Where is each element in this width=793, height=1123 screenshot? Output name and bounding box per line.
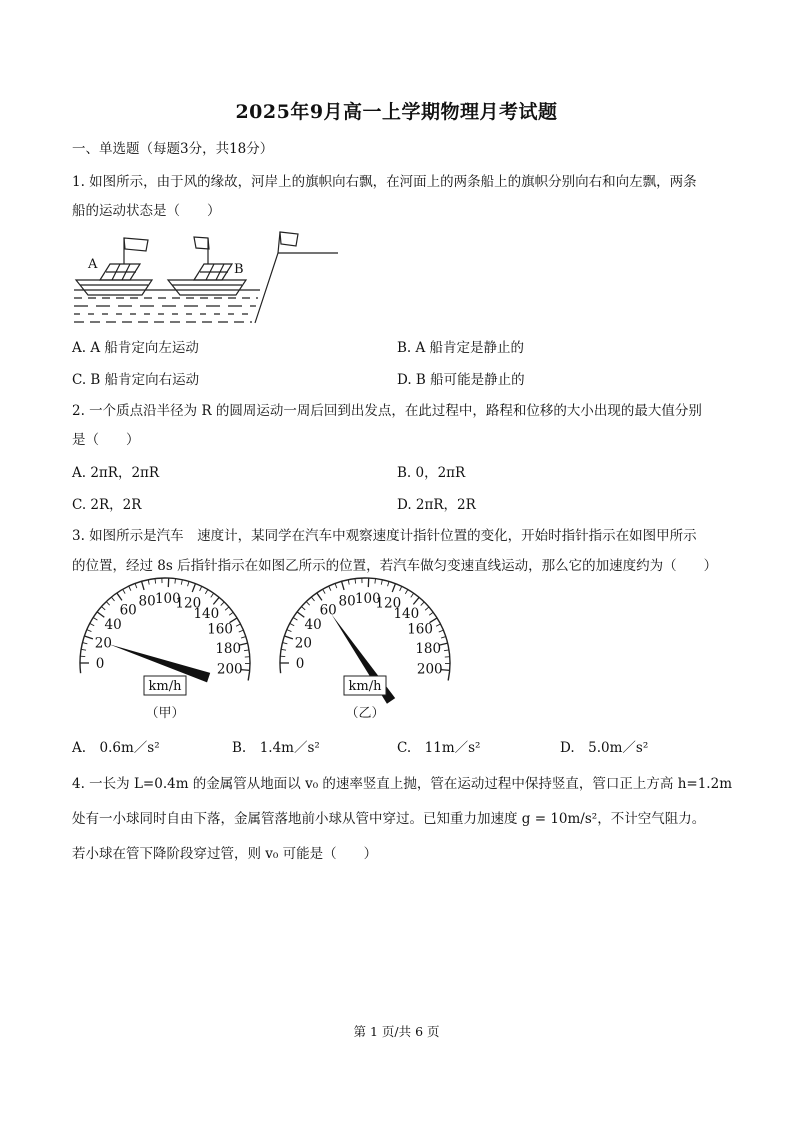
q1-text-line1: 1. 如图所示，由于风的缘故，河岸上的旗帜向右飘，在河面上的两条船上的旗帜分别向右和向左飘，两条 <box>72 174 697 190</box>
gauge-jia-tick-mark <box>236 624 240 626</box>
gauge-jia-tick-label: 180 <box>215 640 242 657</box>
speedometer-jia <box>70 575 260 725</box>
gauge-jia-tick-mark <box>229 612 233 615</box>
q3-option-a: A. 0.6m／s² <box>72 740 160 756</box>
speedometer-yi <box>270 575 460 725</box>
gauge-yi-tick-mark <box>429 612 433 615</box>
gauge-jia-tick-label: 160 <box>207 621 234 638</box>
gauge-yi-tick-label: 80 <box>338 593 356 610</box>
gauge-yi-tick-mark <box>329 586 331 591</box>
gauge-yi-tick-mark <box>323 589 325 593</box>
gauge-yi-tick-mark <box>444 650 449 651</box>
gauge-jia-tick-mark <box>129 586 131 591</box>
boat-a-label: A <box>88 257 98 272</box>
shore-flag-icon <box>280 232 298 246</box>
gauge-jia-tick-label: 100 <box>154 591 181 608</box>
gauge-jia-tick-mark <box>188 581 189 586</box>
gauge-jia-tick-label: 200 <box>216 661 243 678</box>
gauge-yi-tick-mark <box>306 602 309 606</box>
boat-b-label: B <box>234 262 244 277</box>
gauge-yi-tick-mark <box>297 612 304 617</box>
gauge-yi-tick-mark <box>311 597 314 601</box>
gauge-jia-tick-mark <box>241 637 246 639</box>
q1-text-line2: 船的运动状态是（ ） <box>72 203 221 219</box>
gauge-yi-tick-label: 0 <box>295 656 305 672</box>
gauge-jia-tick-mark <box>181 580 182 585</box>
gauge-jia-tick-label: 120 <box>175 595 202 612</box>
gauge-yi-tick-mark <box>421 602 424 606</box>
page-title: 2025年9月高一上学期物理月考试题 <box>235 101 558 123</box>
gauge-yi-tick-mark <box>342 581 344 590</box>
gauge-yi-tick-mark <box>281 649 286 650</box>
q3-option-d: D. 5.0m／s² <box>560 740 649 756</box>
gauge-yi-tick-mark <box>388 581 389 586</box>
gauge-jia-tick-mark <box>200 586 202 591</box>
q1-option-a: A. A 船肯定向左运动 <box>72 340 199 356</box>
gauge-yi-tick-mark <box>290 623 294 625</box>
gauge-jia-tick-mark <box>82 643 87 644</box>
q1-boats-figure <box>70 228 345 328</box>
gauge-yi-tick-mark <box>348 580 349 585</box>
gauge-yi-tick-mark <box>436 624 440 626</box>
q1-option-c: C. B 船肯定向右运动 <box>72 372 200 388</box>
section-heading: 一、单选题（每题3分，共18分） <box>72 141 274 157</box>
gauge-yi-tick-label: 200 <box>416 661 443 678</box>
gauge-yi-tick-mark <box>392 584 395 592</box>
gauge-jia-tick-mark <box>90 623 94 625</box>
gauge-jia-tick-mark <box>117 593 122 600</box>
gauge-yi-tick-mark <box>405 590 408 594</box>
gauge-yi-tick-mark <box>301 607 305 610</box>
gauge-yi-tick-label: 40 <box>304 616 322 633</box>
gauge-jia-tick-label: 0 <box>95 656 105 672</box>
gauge-jia-tick-label: 80 <box>138 593 156 610</box>
gauge-jia-tick-label: 40 <box>104 616 122 633</box>
gauge-jia-tick-mark <box>175 579 176 584</box>
q1-option-d: D. B 船可能是静止的 <box>397 372 525 388</box>
q3-text-line2: 的位置，经过 8s 后指针指示在如图乙所示的位置，若汽车做匀变速直线运动，那么它的加速度约为（ ） <box>72 558 718 574</box>
gauge-yi-tick-mark <box>293 617 297 620</box>
gauge-yi-tick-mark <box>381 580 382 585</box>
gauge-jia-tick-mark <box>101 607 105 610</box>
river-bank <box>255 253 338 323</box>
boat-b-flag-icon <box>194 237 209 249</box>
gauge-jia-tick-label: 20 <box>94 635 112 652</box>
gauge-jia-tick-mark <box>205 590 208 594</box>
q3-option-b: B. 1.4m／s² <box>232 740 320 756</box>
gauge-jia-tick-mark <box>106 602 109 606</box>
gauge-yi-tick-mark <box>439 630 444 632</box>
gauge-yi-tick-label: 60 <box>319 602 337 619</box>
gauge-yi-tick-mark <box>335 583 337 588</box>
gauge-jia-tick-mark <box>213 597 219 604</box>
gauge-jia-tick-mark <box>142 581 144 590</box>
gauge-jia-tick-mark <box>111 597 114 601</box>
gauge-yi-tick-label: 140 <box>393 605 420 622</box>
boat-a-flag-icon <box>124 238 148 251</box>
gauge-jia-tick-mark <box>239 630 244 632</box>
gauge-yi-tick-mark <box>441 637 446 639</box>
page-footer: 第 1 页/共 6 页 <box>353 1024 440 1039</box>
gauge-jia-tick-mark <box>148 580 149 585</box>
q2-option-b: B. 0，2πR <box>397 465 466 481</box>
q2-option-a: A. 2πR，2πR <box>72 465 160 481</box>
gauge-jia-unit-label: km/h <box>148 679 182 694</box>
gauge-jia-caption: （甲） <box>145 706 185 721</box>
q3-option-c: C. 11m／s² <box>397 740 481 756</box>
gauge-jia-tick-mark <box>244 650 249 651</box>
gauge-yi-tick-mark <box>425 607 429 610</box>
gauge-yi-tick-mark <box>411 593 414 597</box>
gauge-jia-tick-mark <box>81 649 86 650</box>
q2-text-line2: 是（ ） <box>72 432 140 448</box>
gauge-yi-tick-mark <box>400 586 402 591</box>
gauge-yi-unit-label: km/h <box>348 679 382 694</box>
q2-text-line1: 2. 一个质点沿半径为 R 的圆周运动一周后回到出发点，在此过程中，路程和位移的大小出现的最大值分别 <box>72 403 702 419</box>
gauge-jia-tick-mark <box>84 636 93 639</box>
gauge-jia-tick-mark <box>135 583 137 588</box>
gauge-jia-tick-mark <box>225 607 229 610</box>
q1-option-b: B. A 船肯定是静止的 <box>397 340 525 356</box>
gauge-jia-tick-label: 140 <box>193 605 220 622</box>
q4-text-line1: 4. 一长为 L=0.4m 的金属管从地面以 v₀ 的速率竖直上抛，管在运动过程中保持竖直，管口正上方高 h=1.2m <box>72 776 732 792</box>
q3-text-line1: 3. 如图所示是汽车 速度计，某同学在汽车中观察速度计指针位置的变化，开始时指针指示在如图甲所示 <box>72 528 697 544</box>
gauge-jia-tick-mark <box>87 630 92 632</box>
gauge-yi-tick-mark <box>413 597 419 604</box>
q2-option-c: C. 2R，2R <box>72 497 142 513</box>
gauge-jia-tick-mark <box>192 584 195 592</box>
gauge-jia-tick-mark <box>93 617 97 620</box>
gauge-jia-tick-mark <box>155 579 156 584</box>
q4-text-line2: 处有一小球同时自由下落，金属管落地前小球从管中穿过。已知重力加速度 g = 10m/s²，不计空气阻力。 <box>72 811 706 827</box>
gauge-jia-tick-mark <box>221 602 224 606</box>
gauge-yi-caption: （乙） <box>345 706 385 721</box>
gauge-jia-tick-mark <box>97 612 104 617</box>
gauge-jia-tick-mark <box>211 593 214 597</box>
gauge-yi-tick-mark <box>282 643 287 644</box>
gauge-jia-tick-label: 60 <box>119 602 137 619</box>
gauge-yi-tick-mark <box>317 593 322 600</box>
gauge-yi-tick-label: 160 <box>407 621 434 638</box>
gauge-yi-tick-mark <box>287 630 292 632</box>
q4-text-line3: 若小球在管下降阶段穿过管，则 v₀ 可能是（ ） <box>72 846 378 862</box>
gauge-yi-tick-mark <box>375 579 376 584</box>
gauge-yi-tick-label: 120 <box>375 595 402 612</box>
gauge-yi-tick-label: 20 <box>294 635 312 652</box>
q2-option-d: D. 2πR，2R <box>397 497 476 513</box>
gauge-yi-tick-label: 100 <box>354 591 381 608</box>
gauge-yi-tick-label: 180 <box>415 640 442 657</box>
gauge-yi-tick-mark <box>284 636 293 639</box>
gauge-jia-tick-mark <box>123 589 125 593</box>
gauge-yi-tick-mark <box>355 579 356 584</box>
